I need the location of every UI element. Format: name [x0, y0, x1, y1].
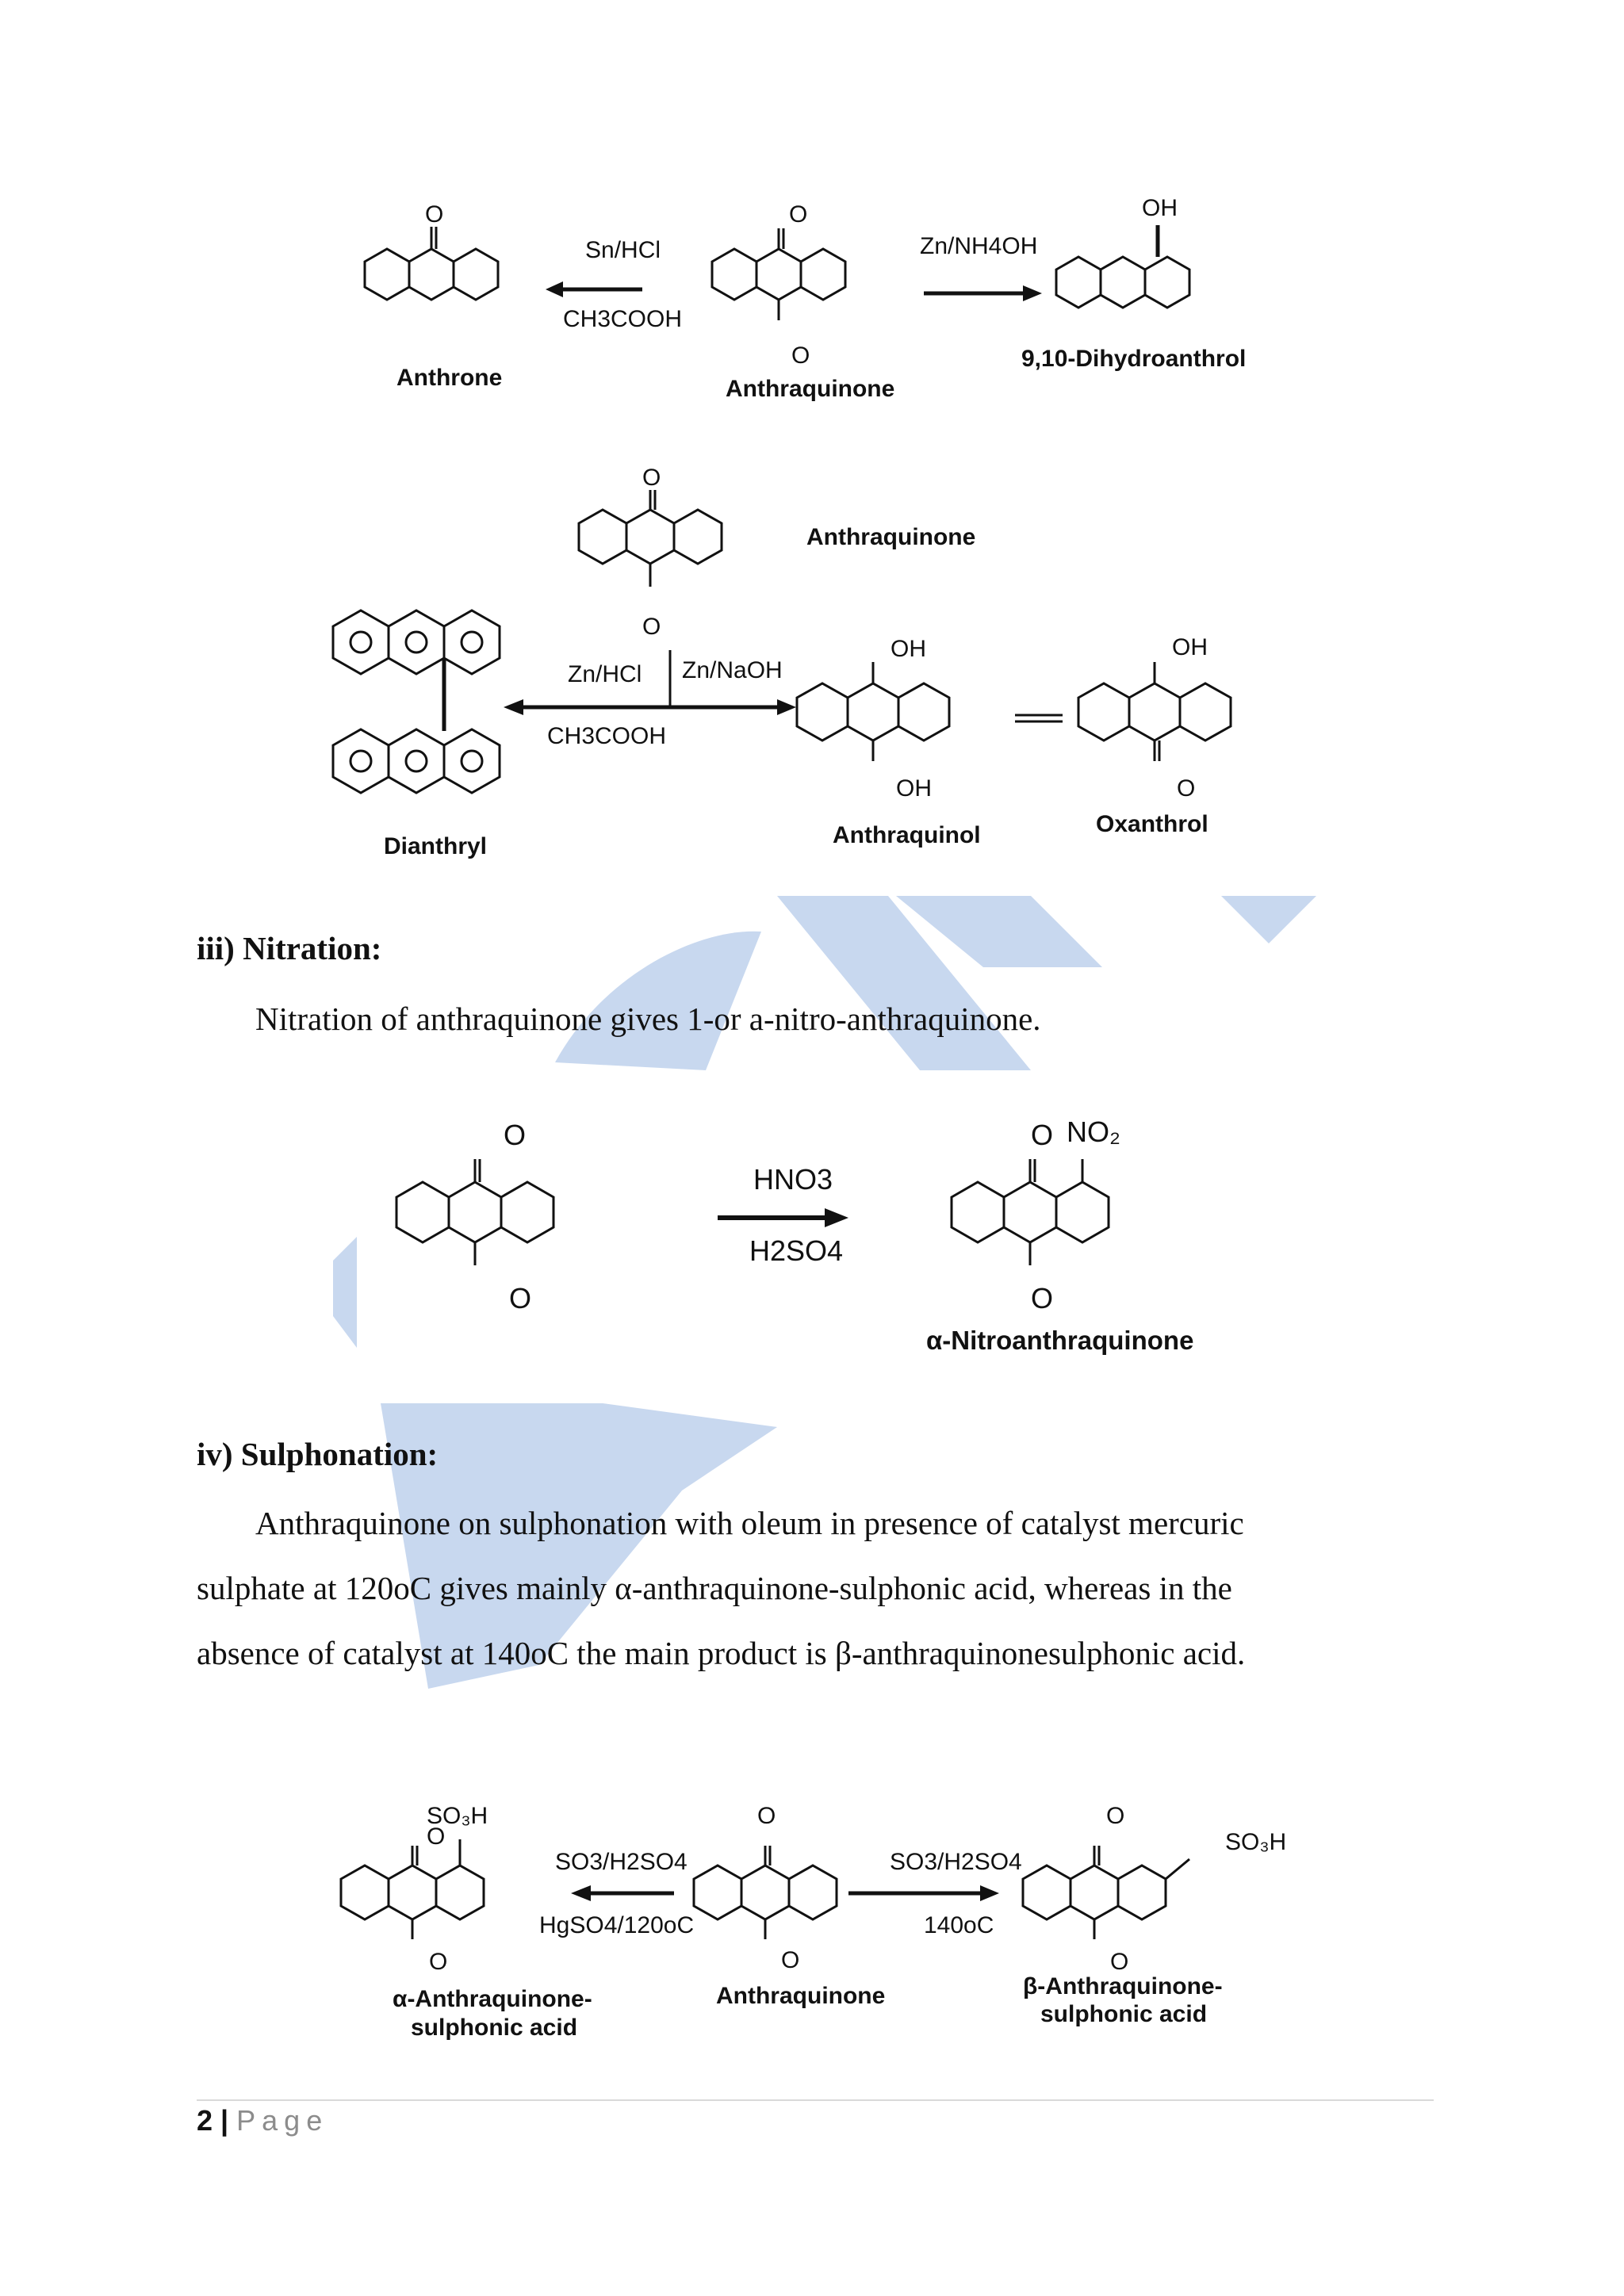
svg-text:O: O	[1177, 775, 1196, 802]
sulph-right-reagent-bottom: 140oC	[924, 1912, 994, 1938]
scheme2-reagent-left-bottom: CH3COOH	[547, 723, 667, 749]
anthraquinone-structure	[712, 228, 845, 320]
svg-text:O: O	[1031, 1282, 1054, 1314]
svg-text:OH: OH	[1142, 195, 1178, 221]
anthraquinone-nitration-structure	[396, 1159, 553, 1265]
oxanthrol-structure	[1078, 662, 1231, 761]
scheme2-reagent-left-top: Zn/HCl	[568, 661, 642, 687]
nitroanthraquinone-structure	[952, 1159, 1109, 1265]
svg-text:OH: OH	[896, 775, 932, 802]
anthraquinone-label-3: Anthraquinone	[716, 1983, 886, 2009]
nitroanthraquinone-label: α-Nitroanthraquinone	[926, 1326, 1194, 1355]
svg-text:SO₃H: SO₃H	[427, 1803, 488, 1829]
anthraquinone-label-1: Anthraquinone	[726, 376, 895, 402]
svg-text:O: O	[1031, 1119, 1054, 1151]
sulph-right-reagent-top: SO3/H2SO4	[890, 1849, 1022, 1875]
svg-text:O: O	[504, 1119, 527, 1151]
svg-text:O: O	[425, 201, 444, 228]
page-word: Page	[236, 2104, 329, 2137]
sulphonation-line-3: absence of catalyst at 140oC the main product is β-anthraquinonesulphonic acid.	[197, 1635, 1246, 1671]
anthraquinone-top-structure	[579, 490, 722, 587]
scheme-sulphonation	[317, 1784, 1316, 2061]
dihydroanthrol-label: 9,10-Dihydroanthrol	[1021, 346, 1247, 372]
sulphonation-text	[197, 1490, 1427, 1686]
scheme1-reagent-right: Zn/NH4OH	[920, 233, 1038, 259]
svg-text:OH: OH	[891, 636, 926, 662]
alpha-sulphonic-structure	[341, 1839, 484, 1939]
page-footer	[197, 2104, 328, 2137]
page-separator: |	[220, 2104, 229, 2137]
nitration-text: Nitration of anthraquinone gives 1-or a-nitro-anthraquinone.	[255, 1001, 1041, 1037]
svg-text:O: O	[1110, 1949, 1129, 1975]
scheme-reduction-anthrone	[333, 190, 1285, 412]
scheme2-reagent-right: Zn/NaOH	[682, 657, 783, 683]
svg-text:O: O	[1106, 1803, 1125, 1829]
svg-text:O: O	[789, 201, 808, 228]
anthrone-structure	[365, 227, 498, 300]
beta-label-1: β-Anthraquinone-	[1023, 1973, 1223, 1999]
footer-rule	[197, 2099, 1434, 2101]
anthraquinone-sulph-structure	[694, 1846, 837, 1939]
nitration-reagent-bottom: H2SO4	[749, 1234, 844, 1267]
svg-text:O: O	[791, 342, 810, 369]
oxanthrol-label: Oxanthrol	[1096, 811, 1208, 837]
svg-text:OH: OH	[1172, 634, 1208, 660]
svg-text:O: O	[509, 1282, 532, 1314]
page-number: 2	[197, 2104, 213, 2137]
svg-text:O: O	[429, 1949, 448, 1975]
scheme-nitration	[381, 1110, 1285, 1364]
svg-text:O: O	[757, 1803, 776, 1829]
scheme1-reagent-left-top: Sn/HCl	[585, 237, 661, 263]
anthrone-label: Anthrone	[396, 365, 503, 391]
svg-text:NO₂: NO₂	[1067, 1115, 1120, 1148]
sulphonation-line-1: Anthraquinone on sulphonation with oleum in presence of catalyst mercuric	[255, 1505, 1244, 1541]
dianthryl-structure	[333, 610, 500, 793]
dianthryl-label: Dianthryl	[384, 833, 488, 859]
dihydroanthrol-structure	[1056, 225, 1189, 308]
alpha-label-1: α-Anthraquinone-	[393, 1986, 592, 2012]
sulph-left-reagent-top: SO3/H2SO4	[555, 1849, 688, 1875]
svg-text:O: O	[781, 1947, 800, 1973]
svg-text:SO₃H: SO₃H	[1225, 1829, 1287, 1855]
anthraquinol-label: Anthraquinol	[833, 822, 981, 848]
nitration-heading: iii) Nitration:	[197, 930, 382, 966]
beta-label-2: sulphonic acid	[1040, 2001, 1208, 2027]
alpha-label-2: sulphonic acid	[411, 2015, 578, 2041]
svg-text:O: O	[642, 614, 661, 640]
sulph-left-reagent-bottom: HgSO4/120oC	[539, 1912, 695, 1938]
scheme-reduction-anthraquinol	[317, 460, 1316, 872]
scheme1-reagent-left-bottom: CH3COOH	[563, 306, 683, 332]
anthraquinone-label-2: Anthraquinone	[806, 524, 976, 550]
nitration-reagent-top: HNO3	[753, 1163, 833, 1196]
anthraquinol-structure	[797, 662, 949, 761]
svg-text:O: O	[642, 465, 661, 491]
sulphonation-heading: iv) Sulphonation:	[197, 1436, 439, 1472]
beta-sulphonic-structure	[1023, 1846, 1189, 1939]
sulphonation-line-2: sulphate at 120oC gives mainly α-anthraquinone-sulphonic acid, whereas in the	[197, 1570, 1232, 1606]
svg-text:O: O	[427, 1823, 446, 1850]
